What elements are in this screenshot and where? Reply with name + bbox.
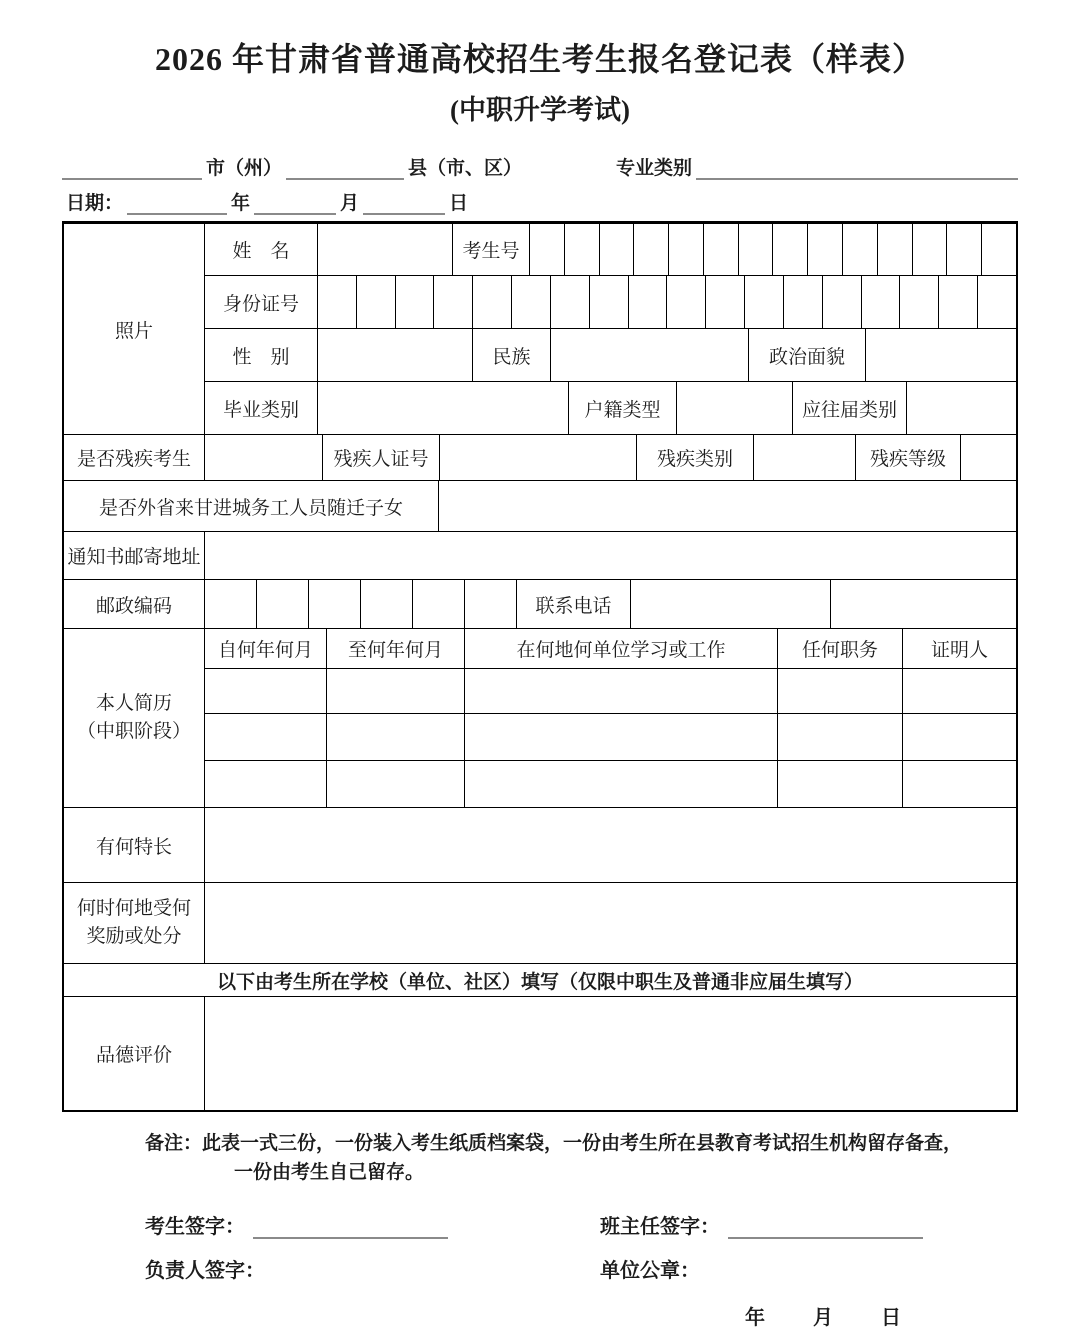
resume-col-witness-label: 证明人 <box>930 640 988 661</box>
resume-col-to-label: 至何年何月 <box>327 629 465 668</box>
resume-position-field[interactable] <box>778 669 903 713</box>
resume-to-field[interactable] <box>327 714 465 760</box>
unit-seal-label: 单位公章： <box>600 1260 700 1282</box>
id-digit-cell[interactable] <box>939 276 978 328</box>
resume-col-where-label: 在何地何单位学习或工作 <box>465 629 778 668</box>
resume-col-from-label: 自何年何月 <box>205 629 327 668</box>
exam-no-digit-cell[interactable] <box>982 224 1016 275</box>
id-digit-cell[interactable] <box>590 276 629 328</box>
ethnicity-field[interactable] <box>551 329 749 381</box>
grad-type-field[interactable] <box>318 382 569 434</box>
specialty-field[interactable] <box>205 808 1016 882</box>
form-title: 2026 年甘肃省普通高校招生考生报名登记表（样表） <box>154 41 925 77</box>
row-migrant <box>64 481 1016 532</box>
id-digit-cell[interactable] <box>551 276 590 328</box>
resume-data-row <box>205 669 1016 714</box>
moral-field[interactable] <box>205 997 1016 1110</box>
resume-witness-field[interactable] <box>903 714 1016 760</box>
teacher-sign-blank[interactable] <box>728 1217 923 1239</box>
disabled-id-field[interactable] <box>440 435 637 480</box>
postal-digit-cell[interactable] <box>309 580 361 628</box>
id-digit-cell[interactable] <box>706 276 745 328</box>
resume-data-row <box>205 714 1016 761</box>
grad-type-label: 毕业类别 <box>205 382 318 434</box>
political-status-field[interactable] <box>866 329 1016 381</box>
month-label: 月 <box>340 193 360 214</box>
responsible-sign-label: 负责人签字： <box>145 1260 265 1282</box>
registration-table <box>62 221 1018 1112</box>
id-digit-cell[interactable] <box>900 276 939 328</box>
resume-where-field[interactable] <box>465 761 778 807</box>
row-moral <box>64 997 1016 1110</box>
day-label: 日 <box>449 193 469 214</box>
city-suffix-label: 市（州） <box>206 158 283 179</box>
resume-data-row <box>205 761 1016 807</box>
resume-label-line1: 本人简历 <box>95 693 172 715</box>
political-status-label: 政治面貌 <box>749 329 866 381</box>
seal-date-line <box>745 1301 1080 1330</box>
candidate-sign-label: 考生签字： <box>145 1216 245 1238</box>
postal-digit-cell[interactable] <box>413 580 465 628</box>
city-blank[interactable] <box>62 158 202 180</box>
awards-label: 何时何地受何 奖励或处分 <box>64 883 205 963</box>
row-specialty <box>64 808 1016 883</box>
resume-position-field[interactable] <box>778 761 903 807</box>
id-digit-cell[interactable] <box>434 276 473 328</box>
disabled-level-label: 残疾等级 <box>856 435 961 480</box>
phone-field[interactable] <box>631 580 831 628</box>
resume-header-row <box>205 629 1016 669</box>
row-grad-type <box>205 382 1016 434</box>
row-address <box>64 532 1016 580</box>
resume-col-position-label: 任何职务 <box>778 629 903 668</box>
exam-no-label: 考生号 <box>453 224 530 275</box>
disabled-label: 是否残疾考生 <box>64 435 205 480</box>
row-name-examno <box>205 224 1016 276</box>
gender-field[interactable] <box>318 329 473 381</box>
disabled-field[interactable] <box>205 435 323 480</box>
date-line <box>62 188 1018 215</box>
postal-code-label: 邮政编码 <box>64 580 205 628</box>
postal-code-cells <box>205 580 517 628</box>
id-digit-cell[interactable] <box>318 276 357 328</box>
exam-no-digit-cell[interactable] <box>843 224 878 275</box>
id-digit-cell[interactable] <box>784 276 823 328</box>
id-digit-cell[interactable] <box>667 276 706 328</box>
id-digit-cell[interactable] <box>823 276 862 328</box>
resume-witness-field[interactable] <box>903 669 1016 713</box>
mail-address-label: 通知书邮寄地址 <box>64 532 205 579</box>
sign-row-2 <box>145 1253 1025 1283</box>
disabled-category-label: 残疾类别 <box>637 435 754 480</box>
exam-no-cells <box>530 224 1016 275</box>
disabled-id-label: 残疾人证号 <box>323 435 440 480</box>
remark-note <box>145 1130 975 1187</box>
disabled-category-field[interactable] <box>754 435 856 480</box>
photo-label: 照片 <box>114 320 153 342</box>
id-number-cells <box>318 276 1016 328</box>
sign-row-1 <box>145 1209 1025 1239</box>
awards-field[interactable] <box>205 883 1016 963</box>
exam-no-digit-cell[interactable] <box>739 224 774 275</box>
household-type-label: 户籍类型 <box>569 382 677 434</box>
phone-field-2[interactable] <box>831 580 1016 628</box>
migrant-label: 是否外省来甘进城务工人员随迁子女 <box>64 481 439 531</box>
exam-no-digit-cell[interactable] <box>669 224 704 275</box>
candidate-sign-blank[interactable] <box>253 1217 448 1239</box>
ethnicity-label: 民族 <box>473 329 551 381</box>
county-blank[interactable] <box>286 158 404 180</box>
moral-label: 品德评价 <box>64 997 205 1110</box>
major-category-label: 专业类别 <box>616 158 693 179</box>
id-digit-cell[interactable] <box>862 276 901 328</box>
row-gender <box>205 329 1016 382</box>
gender-label: 性 别 <box>205 329 318 381</box>
date-month-blank[interactable] <box>254 193 336 215</box>
id-digit-cell[interactable] <box>357 276 396 328</box>
remark-label: 备注： <box>145 1133 203 1154</box>
resume-label-line2: （中职阶段） <box>76 721 191 742</box>
row-disability <box>64 435 1016 481</box>
exam-no-digit-cell[interactable] <box>947 224 982 275</box>
name-field[interactable] <box>318 224 453 275</box>
phone-label: 联系电话 <box>517 580 631 628</box>
id-digit-cell[interactable] <box>745 276 784 328</box>
id-digit-cell[interactable] <box>512 276 551 328</box>
row-school-note <box>64 964 1016 997</box>
row-postal-phone <box>64 580 1016 629</box>
teacher-sign-label: 班主任签字： <box>600 1216 720 1238</box>
exam-no-digit-cell[interactable] <box>565 224 600 275</box>
fresh-grad-label: 应往届类别 <box>793 382 907 434</box>
exam-no-digit-cell[interactable] <box>634 224 669 275</box>
region-line <box>62 153 1018 180</box>
seal-day-label: 日 <box>881 1307 901 1329</box>
id-digit-cell[interactable] <box>629 276 668 328</box>
migrant-field[interactable] <box>439 481 1016 531</box>
date-label: 日期： <box>66 193 124 214</box>
seal-year-label: 年 <box>745 1307 765 1329</box>
id-digit-cell[interactable] <box>978 276 1016 328</box>
postal-digit-cell[interactable] <box>205 580 257 628</box>
postal-digit-cell[interactable] <box>361 580 413 628</box>
household-type-field[interactable] <box>677 382 793 434</box>
resume-cell <box>64 629 205 807</box>
county-suffix-label: 县（市、区） <box>408 158 523 179</box>
section-resume <box>64 629 1016 808</box>
mail-address-field[interactable] <box>205 532 1016 579</box>
id-digit-cell[interactable] <box>473 276 512 328</box>
remark-line1: 此表一式三份，一份装入考生纸质档案袋，一份由考生所在县教育考试招生机构留存备查， <box>202 1133 963 1154</box>
remark-line2: 一份由考生自己留存。 <box>234 1161 425 1183</box>
exam-no-digit-cell[interactable] <box>878 224 913 275</box>
section-identity <box>64 224 1016 435</box>
id-digit-cell[interactable] <box>396 276 435 328</box>
resume-from-field[interactable] <box>205 669 327 713</box>
major-category-blank[interactable] <box>696 158 1018 180</box>
resume-position-field[interactable] <box>778 714 903 760</box>
specialty-label: 有何特长 <box>64 808 205 882</box>
id-number-label: 身份证号 <box>205 276 318 328</box>
resume-from-field[interactable] <box>205 714 327 760</box>
year-label: 年 <box>231 193 251 214</box>
resume-to-field[interactable] <box>327 761 465 807</box>
photo-cell <box>64 224 205 434</box>
seal-month-label: 月 <box>813 1307 833 1329</box>
exam-no-digit-cell[interactable] <box>913 224 948 275</box>
resume-where-field[interactable] <box>465 669 778 713</box>
resume-where-field[interactable] <box>465 714 778 760</box>
exam-no-digit-cell[interactable] <box>600 224 635 275</box>
date-day-blank[interactable] <box>363 193 445 215</box>
postal-digit-cell[interactable] <box>465 580 516 628</box>
row-awards <box>64 883 1016 964</box>
date-year-blank[interactable] <box>127 193 227 215</box>
postal-digit-cell[interactable] <box>257 580 309 628</box>
exam-no-digit-cell[interactable] <box>808 224 843 275</box>
disabled-level-field[interactable] <box>961 435 1016 480</box>
exam-no-digit-cell[interactable] <box>704 224 739 275</box>
row-id-number <box>205 276 1016 329</box>
school-fill-note: 以下由考生所在学校（单位、社区）填写（仅限中职生及普通非应届生填写） <box>216 971 863 993</box>
exam-no-digit-cell[interactable] <box>530 224 565 275</box>
name-label: 姓 名 <box>205 224 318 275</box>
fresh-grad-field[interactable] <box>907 382 1016 434</box>
resume-to-field[interactable] <box>327 669 465 713</box>
exam-no-digit-cell[interactable] <box>773 224 808 275</box>
resume-from-field[interactable] <box>205 761 327 807</box>
resume-witness-field[interactable] <box>903 761 1016 807</box>
form-subtitle: (中职升学考试) <box>450 95 630 125</box>
